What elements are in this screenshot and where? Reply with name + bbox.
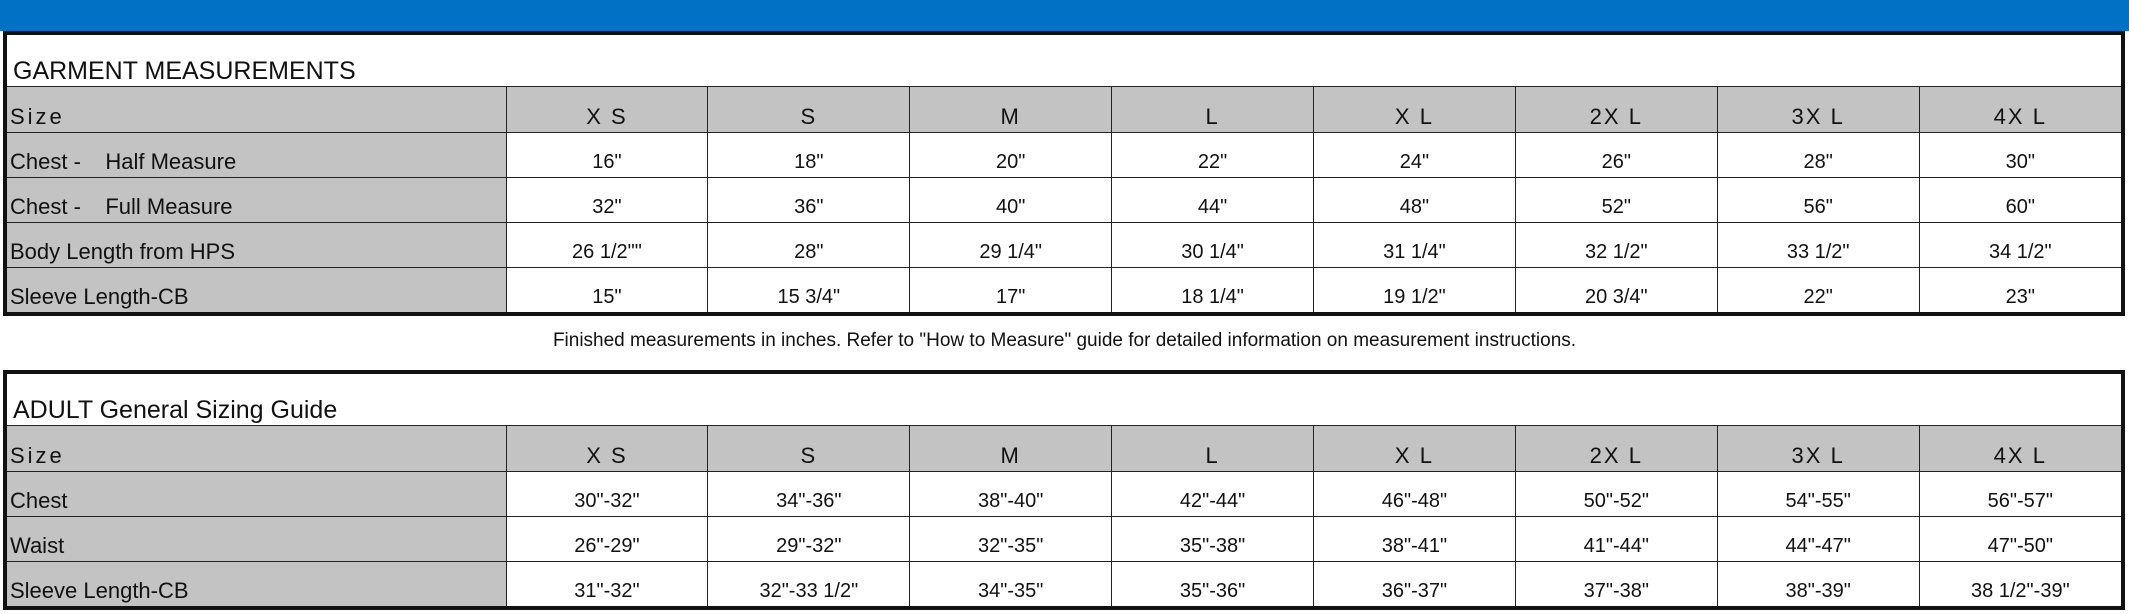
measurement-cell: 50"-52" xyxy=(1515,471,1717,516)
size-header-cell: 3X L xyxy=(1717,426,1919,471)
size-header-cell: L xyxy=(1112,426,1314,471)
size-header-cell: S xyxy=(708,426,910,471)
measurement-cell: 28" xyxy=(1717,132,1919,177)
measurement-cell: 15" xyxy=(506,267,708,312)
table-row xyxy=(7,222,2121,267)
measurement-cell: 26 1/2"" xyxy=(506,222,708,267)
size-header-cell: 2X L xyxy=(1515,426,1717,471)
table-row xyxy=(7,561,2121,606)
adult-sizing-table xyxy=(3,370,2125,610)
measurement-cell: 16" xyxy=(506,132,708,177)
size-header-cell: X L xyxy=(1314,87,1516,132)
measurement-cell: 38 1/2"-39" xyxy=(1919,561,2121,606)
measurement-cell: 41"-44" xyxy=(1515,516,1717,561)
measurement-cell: 18 1/4" xyxy=(1112,267,1314,312)
row-label: Body Length from HPS xyxy=(7,222,506,267)
measurement-cell: 29 1/4" xyxy=(910,222,1112,267)
size-header-row xyxy=(7,87,2121,132)
size-header-cell: X L xyxy=(1314,426,1516,471)
measurement-cell: 37"-38" xyxy=(1515,561,1717,606)
measurement-cell: 32 1/2" xyxy=(1515,222,1717,267)
size-header-cell: X S xyxy=(506,426,708,471)
table-row xyxy=(7,267,2121,312)
table-row xyxy=(7,471,2121,516)
row-label: Sleeve Length-CB xyxy=(7,267,506,312)
measurement-cell: 30"-32" xyxy=(506,471,708,516)
row-label: Waist xyxy=(7,516,506,561)
measurement-cell: 22" xyxy=(1112,132,1314,177)
adult-table-title: ADULT General Sizing Guide xyxy=(7,374,2121,426)
top-brand-bar xyxy=(0,0,2129,31)
measurement-cell: 30 1/4" xyxy=(1112,222,1314,267)
measurement-cell: 34"-35" xyxy=(910,561,1112,606)
measurement-cell: 26" xyxy=(1515,132,1717,177)
row-label: Chest - Half Measure xyxy=(7,132,506,177)
size-header-cell: 2X L xyxy=(1515,87,1717,132)
measurement-cell: 17" xyxy=(910,267,1112,312)
row-label: Chest xyxy=(7,471,506,516)
size-header-row xyxy=(7,426,2121,471)
measurement-cell: 18" xyxy=(708,132,910,177)
measurement-cell: 20 3/4" xyxy=(1515,267,1717,312)
measurement-cell: 32" xyxy=(506,177,708,222)
measurement-cell: 34 1/2" xyxy=(1919,222,2121,267)
measurement-cell: 31"-32" xyxy=(506,561,708,606)
size-row-label: Size xyxy=(7,426,506,471)
garment-measurements-table xyxy=(3,31,2125,316)
measurement-cell: 35"-36" xyxy=(1112,561,1314,606)
measurement-cell: 23" xyxy=(1919,267,2121,312)
measurement-cell: 36"-37" xyxy=(1314,561,1516,606)
measurement-footnote: Finished measurements in inches. Refer to "How to Measure" guide for detailed information on measurement instructions. xyxy=(552,330,1577,351)
size-header-cell: 4X L xyxy=(1919,87,2121,132)
measurement-cell: 28" xyxy=(708,222,910,267)
measurement-cell: 24" xyxy=(1314,132,1516,177)
measurement-cell: 46"-48" xyxy=(1314,471,1516,516)
table-row xyxy=(7,132,2121,177)
size-header-cell: 3X L xyxy=(1717,87,1919,132)
measurement-cell: 56"-57" xyxy=(1919,471,2121,516)
size-header-cell: X S xyxy=(506,87,708,132)
measurement-cell: 60" xyxy=(1919,177,2121,222)
measurement-cell: 42"-44" xyxy=(1112,471,1314,516)
garment-table-title: GARMENT MEASUREMENTS xyxy=(7,35,2121,87)
measurement-cell: 22" xyxy=(1717,267,1919,312)
table-row xyxy=(7,177,2121,222)
size-header-cell: S xyxy=(708,87,910,132)
measurement-cell: 44"-47" xyxy=(1717,516,1919,561)
measurement-cell: 32"-33 1/2" xyxy=(708,561,910,606)
table-row xyxy=(7,516,2121,561)
size-header-cell: L xyxy=(1112,87,1314,132)
measurement-cell: 26"-29" xyxy=(506,516,708,561)
measurement-cell: 47"-50" xyxy=(1919,516,2121,561)
measurement-cell: 33 1/2" xyxy=(1717,222,1919,267)
measurement-cell: 32"-35" xyxy=(910,516,1112,561)
row-label: Sleeve Length-CB xyxy=(7,561,506,606)
measurement-cell: 38"-39" xyxy=(1717,561,1919,606)
size-header-cell: M xyxy=(910,87,1112,132)
measurement-cell: 29"-32" xyxy=(708,516,910,561)
measurement-cell: 52" xyxy=(1515,177,1717,222)
measurement-cell: 31 1/4" xyxy=(1314,222,1516,267)
measurement-cell: 19 1/2" xyxy=(1314,267,1516,312)
row-label: Chest - Full Measure xyxy=(7,177,506,222)
measurement-cell: 56" xyxy=(1717,177,1919,222)
measurement-cell: 30" xyxy=(1919,132,2121,177)
measurement-cell: 44" xyxy=(1112,177,1314,222)
measurement-cell: 48" xyxy=(1314,177,1516,222)
measurement-cell: 34"-36" xyxy=(708,471,910,516)
measurement-cell: 38"-41" xyxy=(1314,516,1516,561)
measurement-cell: 35"-38" xyxy=(1112,516,1314,561)
size-row-label: Size xyxy=(7,87,506,132)
garment-grid xyxy=(7,87,2121,312)
size-header-cell: 4X L xyxy=(1919,426,2121,471)
measurement-cell: 15 3/4" xyxy=(708,267,910,312)
size-header-cell: M xyxy=(910,426,1112,471)
measurement-cell: 40" xyxy=(910,177,1112,222)
measurement-cell: 54"-55" xyxy=(1717,471,1919,516)
measurement-cell: 38"-40" xyxy=(910,471,1112,516)
measurement-cell: 20" xyxy=(910,132,1112,177)
adult-grid xyxy=(7,426,2121,606)
measurement-cell: 36" xyxy=(708,177,910,222)
